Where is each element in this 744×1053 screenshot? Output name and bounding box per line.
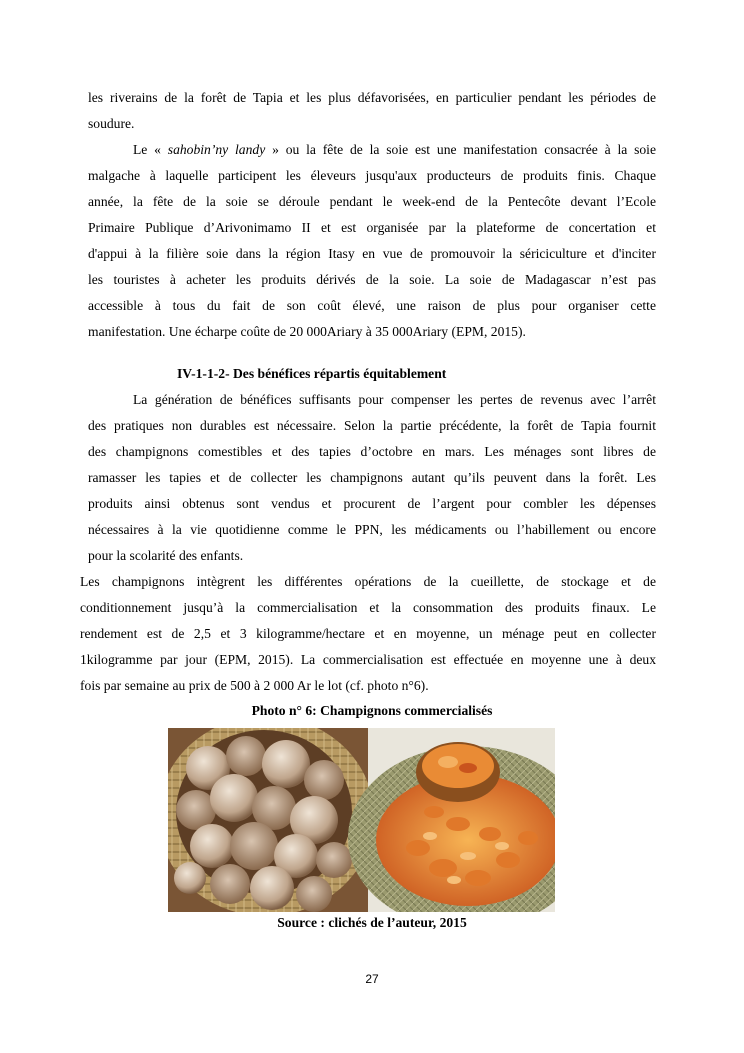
paragraph-line: rendement est de 2,5 et 3 kilogramme/hectare et en moyenne, un ménage peut en collecter [80,626,656,641]
paragraph-first-line: La génération de bénéfices suffisants pour compenser les pertes de revenus avec l’arrêt [133,392,656,407]
paragraph-line: d'appui à la filière soie dans la région Itasy en vue de promouvoir la sériciculture et d'inciter [88,246,656,261]
paragraph-line: Primaire Publique d’Arivonimamo II et est organisée par la plateforme de concertation et [88,220,656,235]
paragraph-line: malgache à laquelle participent les éleveurs jusqu'aux producteurs de produits finis. Chaque [88,168,656,183]
left-photo-basket [168,728,374,912]
paragraph-line: des pratiques non durables est nécessaire. Selon la partie précédente, la forêt de Tapia fournit [88,418,656,433]
paragraph-first-line [133,142,656,158]
section-heading: IV-1-1-2- Des bénéfices répartis équitablement [177,366,447,381]
mushroom-photo [168,728,555,912]
photo-source: Source : clichés de l’auteur, 2015 [277,915,467,930]
paragraph-line: année, la fête de la soie se déroule pendant le week-end de la Pentecôte devant l’Ecole [88,194,656,209]
paragraph-line: fois par semaine au prix de 500 à 2 000 Ar le lot (cf. photo n°6). [80,678,429,693]
paragraph-line: 1kilogramme par jour (EPM, 2015). La commercialisation est effectuée en moyenne une à deux [80,652,656,667]
text-run: » ou la fête de la soie est une manifestation consacrée à la soie [265,142,656,157]
paragraph-line: accessible à tous du fait de son coût élevé, une raison de plus pour organiser cette [88,298,656,313]
paragraph-line: soudure. [88,116,135,131]
paragraph-line: pour la scolarité des enfants. [88,548,244,563]
paragraph-line: conditionnement jusqu’à la commercialisation et la consommation des produits finaux. Le [80,600,656,615]
page-number: 27 [365,972,379,986]
paragraph-line: des champignons comestibles et des tapies d’octobre en mars. Les ménages sont libres de [88,444,656,459]
paragraph-line: produits ainsi obtenus sont vendus et procurent de l’argent pour combler les dépenses [88,496,656,511]
paragraph-line: les riverains de la forêt de Tapia et les plus défavorisées, en particulier pendant les périodes de [88,90,656,105]
paragraph-line: les touristes à acheter les produits dérivés de la soie. La soie de Madagascar n’est pas [88,272,656,287]
photo-caption: Photo n° 6: Champignons commercialisés [251,703,493,718]
paragraph-line: Les champignons intègrent les différentes opérations de la cueillette, de stockage et de [80,574,656,589]
paragraph-line: nécessaires à la vie quotidienne comme le PPN, les médicaments ou l’habillement ou encore [88,522,656,537]
paragraph-line: manifestation. Une écharpe coûte de 20 000Ariary à 35 000Ariary (EPM, 2015). [88,324,526,339]
paragraph-line: ramasser les tapies et de collecter les champignons autant qu’ils peuvent dans la forêt. Les [88,470,656,485]
text-run: Le « [133,142,168,157]
right-photo-basket [348,728,555,912]
italic-term: sahobin’ny landy [167,142,266,157]
